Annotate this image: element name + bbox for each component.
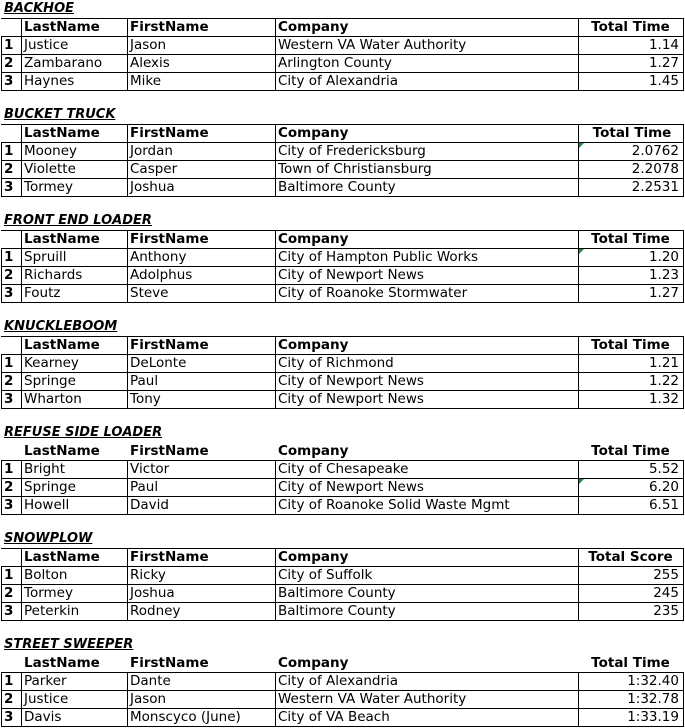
table-header-row bbox=[0, 548, 685, 566]
table-row bbox=[0, 54, 685, 72]
grid-line bbox=[1, 460, 2, 515]
cell-indicator-icon bbox=[579, 479, 584, 484]
grid-line bbox=[21, 336, 22, 409]
company-cell: City of Hampton Public Works bbox=[278, 249, 479, 265]
lastname-cell: Zambarano bbox=[24, 55, 103, 71]
company-cell: City of Alexandria bbox=[278, 673, 399, 689]
table-row bbox=[0, 708, 685, 726]
grid-line bbox=[275, 230, 276, 303]
lastname-cell: Haynes bbox=[24, 73, 75, 89]
firstname-header: FirstName bbox=[130, 19, 209, 35]
firstname-cell: David bbox=[130, 497, 169, 513]
company-header: Company bbox=[278, 19, 349, 35]
grid-line bbox=[1, 372, 684, 373]
lastname-cell: Justice bbox=[24, 691, 69, 707]
total-cell: 1:33.19 bbox=[627, 709, 679, 725]
grid-line bbox=[1, 196, 684, 197]
grid-line bbox=[1, 178, 684, 179]
table-row bbox=[0, 584, 685, 602]
firstname-header: FirstName bbox=[130, 549, 209, 565]
table-row bbox=[0, 72, 685, 90]
grid-line bbox=[1, 514, 684, 515]
table-section bbox=[0, 106, 685, 197]
cell-indicator-icon bbox=[579, 249, 584, 254]
grid-line bbox=[578, 548, 579, 621]
grid-line bbox=[127, 336, 128, 409]
total-cell: 2.2078 bbox=[631, 161, 679, 177]
total-cell: 2.0762 bbox=[631, 143, 679, 159]
grid-line bbox=[275, 124, 276, 197]
table-header-row bbox=[0, 124, 685, 142]
grid-line bbox=[683, 336, 684, 409]
lastname-header: LastName bbox=[24, 231, 100, 247]
grid-line bbox=[1, 620, 684, 621]
grid-line bbox=[1, 672, 2, 727]
grid-line bbox=[275, 336, 276, 409]
rank-number: 3 bbox=[4, 73, 14, 89]
lastname-header: LastName bbox=[24, 549, 100, 565]
grid-line bbox=[1, 708, 684, 709]
table-section bbox=[0, 0, 685, 91]
lastname-cell: Mooney bbox=[24, 143, 78, 159]
firstname-cell: Dante bbox=[130, 673, 171, 689]
table-section bbox=[0, 530, 685, 621]
company-cell: Baltimore County bbox=[278, 585, 396, 601]
lastname-cell: Wharton bbox=[24, 391, 82, 407]
total-header: Total Score bbox=[588, 549, 673, 565]
total-cell: 1:32.40 bbox=[627, 673, 679, 689]
rank-number: 2 bbox=[4, 55, 14, 71]
company-cell: City of Alexandria bbox=[278, 73, 399, 89]
section-title: BUCKET TRUCK bbox=[4, 107, 116, 122]
company-cell: Arlington County bbox=[278, 55, 392, 71]
grid-line bbox=[1, 584, 684, 585]
grid-line bbox=[127, 672, 128, 727]
firstname-cell: Jason bbox=[130, 37, 167, 53]
table-row bbox=[0, 602, 685, 620]
company-cell: City of Newport News bbox=[278, 267, 424, 283]
firstname-cell: Victor bbox=[130, 461, 170, 477]
rank-number: 1 bbox=[4, 143, 14, 159]
grid-line bbox=[1, 266, 684, 267]
total-cell: 1.27 bbox=[648, 55, 679, 71]
firstname-cell: Steve bbox=[130, 285, 169, 301]
lastname-cell: Tormey bbox=[24, 585, 73, 601]
company-header: Company bbox=[278, 655, 349, 671]
grid-line bbox=[1, 548, 684, 549]
grid-line bbox=[1, 160, 684, 161]
firstname-cell: Alexis bbox=[130, 55, 170, 71]
lastname-cell: Howell bbox=[24, 497, 70, 513]
table-row bbox=[0, 178, 685, 196]
grid-line bbox=[127, 548, 128, 621]
grid-line bbox=[1, 566, 2, 621]
total-cell: 5.52 bbox=[648, 461, 679, 477]
company-cell: Baltimore County bbox=[278, 603, 396, 619]
grid-line bbox=[21, 230, 22, 303]
total-header: Total Time bbox=[592, 125, 672, 141]
grid-line bbox=[683, 18, 684, 91]
rank-number: 2 bbox=[4, 479, 14, 495]
table-row bbox=[0, 284, 685, 302]
lastname-cell: Peterkin bbox=[24, 603, 80, 619]
table-row bbox=[0, 672, 685, 690]
grid-line bbox=[578, 672, 579, 727]
company-cell: City of Richmond bbox=[278, 355, 394, 371]
total-cell: 1.21 bbox=[648, 355, 679, 371]
grid-line bbox=[578, 18, 579, 91]
grid-line bbox=[1, 36, 2, 91]
lastname-cell: Spruill bbox=[24, 249, 67, 265]
grid-line bbox=[21, 124, 22, 197]
firstname-cell: Casper bbox=[130, 161, 178, 177]
table-header-row bbox=[0, 442, 685, 460]
lastname-cell: Davis bbox=[24, 709, 62, 725]
grid-line bbox=[1, 124, 684, 125]
table-row bbox=[0, 566, 685, 584]
grid-line bbox=[21, 548, 22, 621]
company-cell: City of VA Beach bbox=[278, 709, 390, 725]
rank-number: 1 bbox=[4, 37, 14, 53]
company-cell: City of Newport News bbox=[278, 479, 424, 495]
company-cell: City of Fredericksburg bbox=[278, 143, 426, 159]
grid-line bbox=[127, 18, 128, 91]
grid-line bbox=[1, 690, 684, 691]
table-header-row bbox=[0, 336, 685, 354]
total-cell: 235 bbox=[653, 603, 679, 619]
grid-line bbox=[1, 54, 684, 55]
lastname-header: LastName bbox=[24, 337, 100, 353]
rank-number: 1 bbox=[4, 567, 14, 583]
company-cell: Baltimore County bbox=[278, 179, 396, 195]
lastname-cell: Justice bbox=[24, 37, 69, 53]
firstname-cell: Jordan bbox=[130, 143, 173, 159]
firstname-cell: Ricky bbox=[130, 567, 166, 583]
grid-line bbox=[1, 390, 684, 391]
firstname-header: FirstName bbox=[130, 125, 209, 141]
company-header: Company bbox=[278, 549, 349, 565]
rank-number: 2 bbox=[4, 267, 14, 283]
table-section bbox=[0, 636, 685, 727]
rank-number: 2 bbox=[4, 585, 14, 601]
grid-line bbox=[683, 460, 684, 515]
company-cell: City of Roanoke Stormwater bbox=[278, 285, 468, 301]
grid-line bbox=[578, 230, 579, 303]
table-header-row bbox=[0, 18, 685, 36]
lastname-cell: Richards bbox=[24, 267, 83, 283]
total-header: Total Time bbox=[591, 337, 670, 353]
firstname-cell: Adolphus bbox=[130, 267, 193, 283]
grid-line bbox=[1, 566, 684, 567]
company-cell: Western VA Water Authority bbox=[278, 691, 467, 707]
grid-line bbox=[1, 602, 684, 603]
total-header: Total Time bbox=[591, 655, 670, 671]
lastname-cell: Bolton bbox=[24, 567, 68, 583]
section-title: SNOWPLOW bbox=[4, 531, 93, 546]
rank-number: 2 bbox=[4, 161, 14, 177]
lastname-cell: Kearney bbox=[24, 355, 79, 371]
total-cell: 255 bbox=[653, 567, 679, 583]
total-cell: 6.20 bbox=[648, 479, 679, 495]
lastname-cell: Violette bbox=[24, 161, 76, 177]
firstname-cell: Jason bbox=[130, 691, 167, 707]
lastname-header: LastName bbox=[24, 655, 100, 671]
grid-line bbox=[1, 142, 2, 197]
table-row bbox=[0, 690, 685, 708]
grid-line bbox=[127, 230, 128, 303]
company-header: Company bbox=[278, 337, 349, 353]
firstname-header: FirstName bbox=[130, 655, 209, 671]
grid-line bbox=[1, 90, 684, 91]
firstname-cell: Monscyco (June) bbox=[130, 709, 241, 725]
grid-line bbox=[1, 230, 684, 231]
grid-line bbox=[683, 124, 684, 197]
table-row bbox=[0, 460, 685, 478]
grid-line bbox=[578, 460, 579, 515]
table-section bbox=[0, 318, 685, 409]
firstname-cell: Joshua bbox=[130, 585, 175, 601]
table-header-row bbox=[0, 230, 685, 248]
table-row bbox=[0, 496, 685, 514]
section-title: REFUSE SIDE LOADER bbox=[4, 425, 163, 440]
firstname-cell: Anthony bbox=[130, 249, 187, 265]
table-row bbox=[0, 372, 685, 390]
lastname-header: LastName bbox=[24, 19, 100, 35]
grid-line bbox=[1, 408, 684, 409]
lastname-header: LastName bbox=[24, 125, 100, 141]
lastname-cell: Bright bbox=[24, 461, 65, 477]
rank-number: 3 bbox=[4, 391, 14, 407]
grid-line bbox=[275, 460, 276, 515]
company-cell: City of Roanoke Solid Waste Mgmt bbox=[278, 497, 510, 513]
grid-line bbox=[21, 672, 22, 727]
grid-line bbox=[1, 336, 684, 337]
total-cell: 245 bbox=[653, 585, 679, 601]
rank-number: 2 bbox=[4, 373, 14, 389]
grid-line bbox=[1, 284, 684, 285]
firstname-header: FirstName bbox=[130, 337, 209, 353]
table-row bbox=[0, 160, 685, 178]
company-header: Company bbox=[278, 443, 349, 459]
company-cell: City of Newport News bbox=[278, 391, 424, 407]
section-title: FRONT END LOADER bbox=[4, 213, 152, 228]
grid-line bbox=[1, 496, 684, 497]
cell-indicator-icon bbox=[579, 143, 584, 148]
total-cell: 1.27 bbox=[648, 285, 679, 301]
firstname-cell: DeLonte bbox=[130, 355, 187, 371]
total-cell: 1.22 bbox=[648, 373, 679, 389]
grid-line bbox=[275, 672, 276, 727]
company-header: Company bbox=[278, 125, 349, 141]
section-title: BACKHOE bbox=[4, 1, 74, 16]
total-cell: 2.2531 bbox=[631, 179, 679, 195]
company-cell: City of Newport News bbox=[278, 373, 424, 389]
table-row bbox=[0, 36, 685, 54]
firstname-cell: Rodney bbox=[130, 603, 181, 619]
total-cell: 6.51 bbox=[648, 497, 679, 513]
grid-line bbox=[1, 672, 684, 673]
firstname-cell: Paul bbox=[130, 479, 159, 495]
grid-line bbox=[578, 124, 579, 197]
total-cell: 1:32.78 bbox=[627, 691, 679, 707]
total-cell: 1.20 bbox=[648, 249, 679, 265]
grid-line bbox=[1, 302, 684, 303]
grid-line bbox=[1, 18, 684, 19]
total-cell: 1.32 bbox=[648, 391, 679, 407]
rank-number: 3 bbox=[4, 603, 14, 619]
grid-line bbox=[1, 248, 2, 303]
total-cell: 1.23 bbox=[648, 267, 679, 283]
table-section bbox=[0, 212, 685, 303]
grid-line bbox=[683, 672, 684, 727]
company-cell: City of Suffolk bbox=[278, 567, 373, 583]
lastname-cell: Springe bbox=[24, 373, 76, 389]
grid-line bbox=[127, 460, 128, 515]
company-cell: Western VA Water Authority bbox=[278, 37, 467, 53]
rank-number: 3 bbox=[4, 179, 14, 195]
lastname-cell: Parker bbox=[24, 673, 67, 689]
firstname-cell: Paul bbox=[130, 373, 159, 389]
grid-line bbox=[683, 548, 684, 621]
total-cell: 1.45 bbox=[648, 73, 679, 89]
table-section bbox=[0, 424, 685, 515]
lastname-cell: Springe bbox=[24, 479, 76, 495]
rank-number: 3 bbox=[4, 285, 14, 301]
rank-number: 1 bbox=[4, 355, 14, 371]
grid-line bbox=[1, 354, 684, 355]
grid-line bbox=[578, 336, 579, 409]
lastname-header: LastName bbox=[24, 443, 100, 459]
grid-line bbox=[21, 18, 22, 91]
grid-line bbox=[1, 36, 684, 37]
firstname-cell: Joshua bbox=[130, 179, 175, 195]
grid-line bbox=[127, 124, 128, 197]
firstname-cell: Mike bbox=[130, 73, 162, 89]
firstname-header: FirstName bbox=[130, 443, 209, 459]
grid-line bbox=[1, 460, 684, 461]
lastname-cell: Foutz bbox=[24, 285, 61, 301]
grid-line bbox=[683, 230, 684, 303]
total-header: Total Time bbox=[591, 231, 670, 247]
table-row bbox=[0, 354, 685, 372]
company-header: Company bbox=[278, 231, 349, 247]
table-row bbox=[0, 390, 685, 408]
grid-line bbox=[275, 18, 276, 91]
grid-line bbox=[275, 548, 276, 621]
lastname-cell: Tormey bbox=[24, 179, 73, 195]
table-header-row bbox=[0, 654, 685, 672]
rank-number: 2 bbox=[4, 691, 14, 707]
firstname-cell: Tony bbox=[130, 391, 161, 407]
rank-number: 1 bbox=[4, 673, 14, 689]
section-title: STREET SWEEPER bbox=[4, 637, 134, 652]
total-header: Total Time bbox=[591, 19, 670, 35]
company-cell: Town of Christiansburg bbox=[278, 161, 432, 177]
rank-number: 3 bbox=[4, 709, 14, 725]
grid-line bbox=[1, 726, 684, 727]
grid-line bbox=[21, 460, 22, 515]
rank-number: 1 bbox=[4, 461, 14, 477]
grid-line bbox=[1, 72, 684, 73]
section-title: KNUCKLEBOOM bbox=[4, 319, 118, 334]
firstname-header: FirstName bbox=[130, 231, 209, 247]
total-cell: 1.14 bbox=[648, 37, 679, 53]
company-cell: City of Chesapeake bbox=[278, 461, 409, 477]
grid-line bbox=[1, 354, 2, 409]
table-row bbox=[0, 266, 685, 284]
total-header: Total Time bbox=[591, 443, 670, 459]
rank-number: 3 bbox=[4, 497, 14, 513]
rank-number: 1 bbox=[4, 249, 14, 265]
